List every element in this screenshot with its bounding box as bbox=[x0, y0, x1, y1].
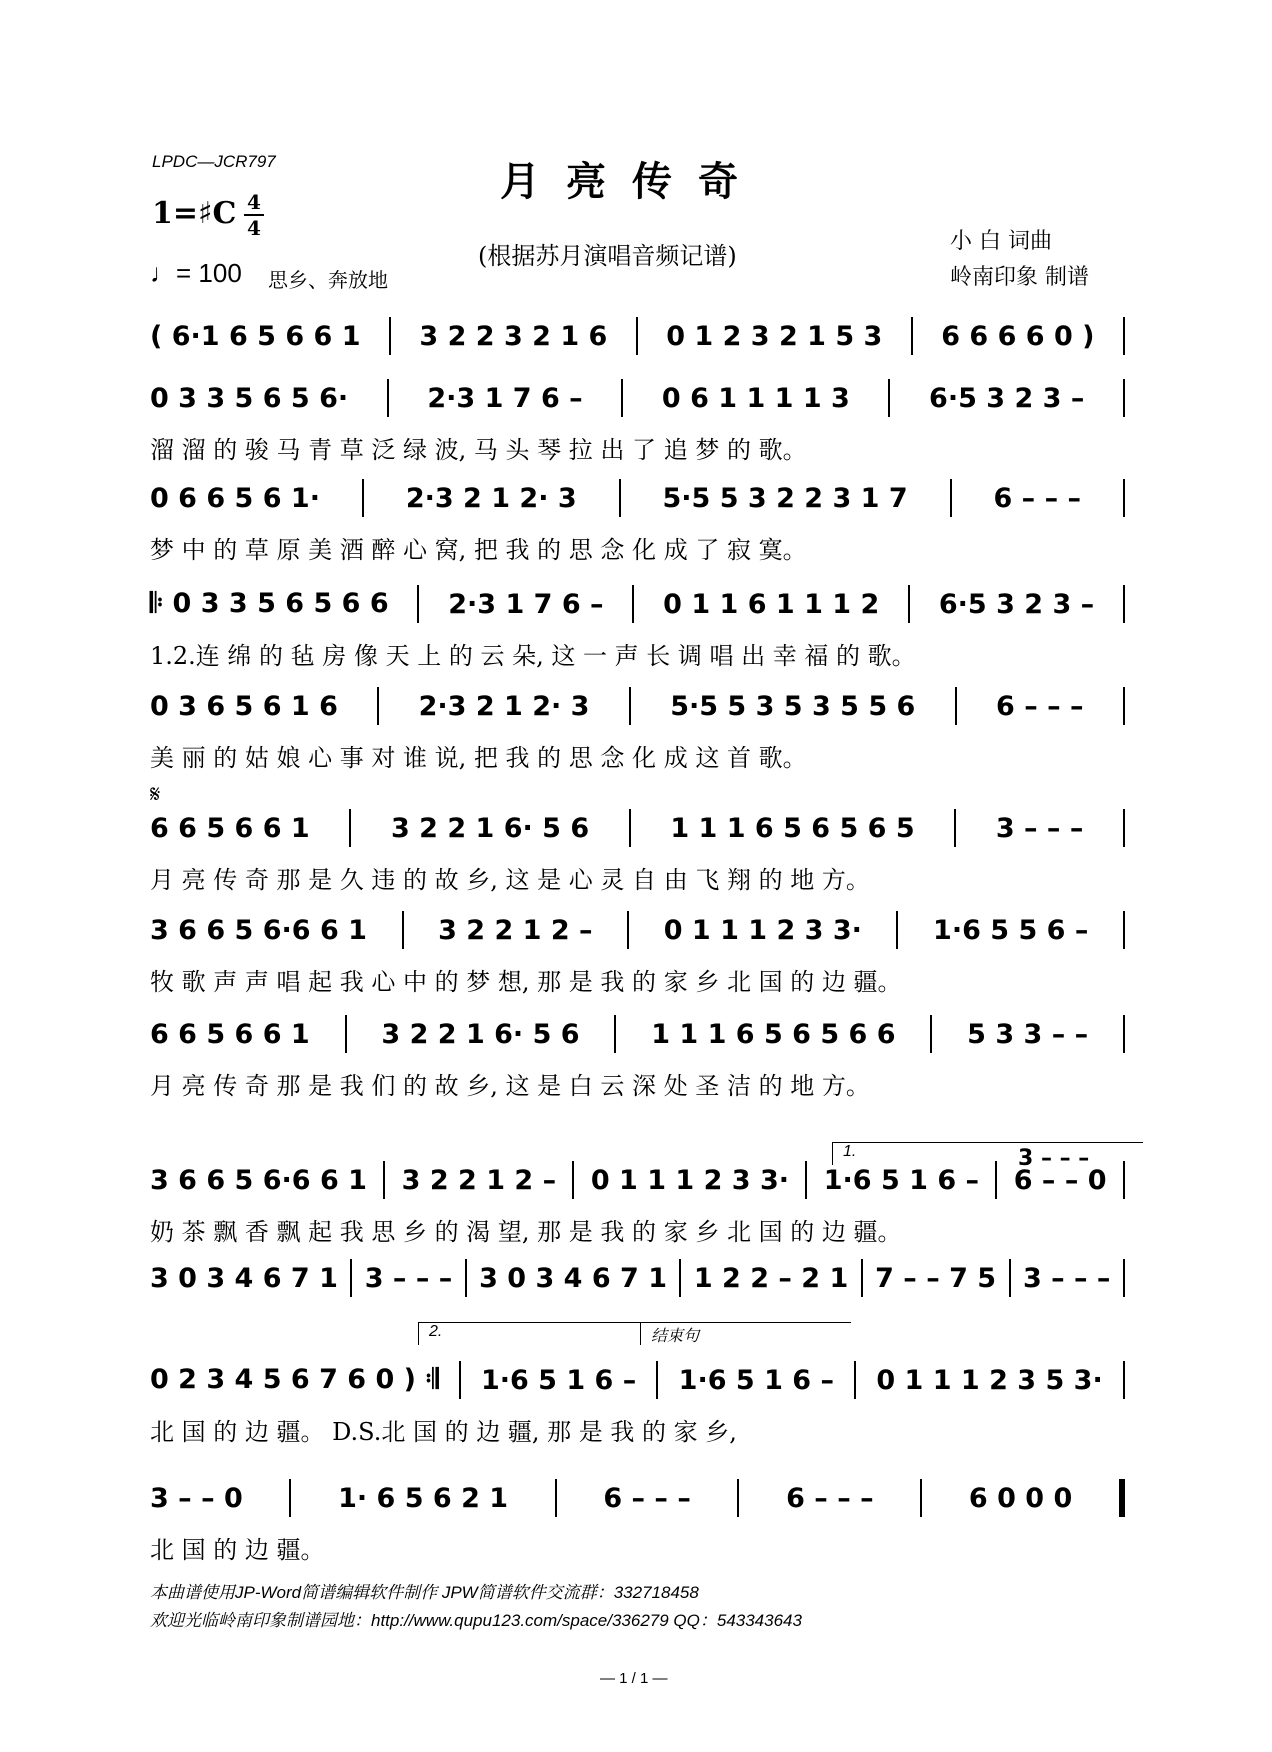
measure: 3 2 2 1 2 – bbox=[401, 1164, 557, 1196]
barline bbox=[854, 1361, 856, 1399]
score-code: LPDC—JCR797 bbox=[152, 152, 276, 171]
measure: 1·6 5 1 6 – bbox=[823, 1164, 980, 1196]
notation-system bbox=[150, 688, 1125, 724]
measure: 3 2 2 1 6· 5 6 bbox=[381, 1018, 580, 1050]
page-title: 月亮传奇 bbox=[500, 158, 764, 205]
barline bbox=[387, 379, 389, 417]
barline bbox=[350, 1259, 352, 1297]
measure: 0 6 1 1 1 1 3 bbox=[661, 382, 850, 414]
notation-system bbox=[150, 318, 1125, 354]
barline bbox=[619, 479, 621, 517]
notation-system bbox=[150, 1260, 1125, 1296]
volta-2 bbox=[418, 1322, 649, 1345]
page-number: — 1 / 1 — bbox=[600, 1670, 668, 1687]
volta-1 bbox=[832, 1142, 1143, 1165]
lyrics-line: 奶 茶 飘 香 飘 起 我 思 乡 的 渴 望, 那 是 我 的 家 乡 北 国 的 边 疆。 bbox=[150, 1218, 902, 1246]
lyrics-line: 牧 歌 声 声 唱 起 我 心 中 的 梦 想, 那 是 我 的 家 乡 北 国 的 边 疆。 bbox=[150, 968, 902, 996]
barline bbox=[636, 317, 638, 355]
measure: 1 1 1 6 5 6 5 6 6 bbox=[651, 1018, 896, 1050]
measure: 6 – – – bbox=[996, 690, 1084, 722]
measure: 3 6 6 5 6·6 6 1 bbox=[150, 914, 367, 946]
measure: 6 – – – bbox=[993, 482, 1081, 514]
lyrics-line: 梦 中 的 草 原 美 酒 醉 心 窝, 把 我 的 思 念 化 成 了 寂 寞。 bbox=[150, 536, 807, 564]
measure: 1 1 1 6 5 6 5 6 5 bbox=[670, 812, 915, 844]
barline bbox=[1123, 585, 1125, 623]
barline bbox=[995, 1161, 997, 1199]
volta-alt-notes: 3 – – – bbox=[1018, 1146, 1090, 1171]
barline bbox=[1123, 1015, 1125, 1053]
lyrics-line: 美 丽 的 姑 娘 心 事 对 谁 说, 把 我 的 思 念 化 成 这 首 歌。 bbox=[150, 744, 807, 772]
barline bbox=[377, 687, 379, 725]
barline bbox=[737, 1479, 739, 1517]
measure: 0 3 3 5 6 5 6· bbox=[150, 382, 349, 414]
barline bbox=[950, 479, 952, 517]
notation-system bbox=[150, 912, 1125, 948]
measure: 5·5 5 3 5 3 5 5 6 bbox=[670, 690, 916, 722]
barline bbox=[1123, 379, 1125, 417]
barline bbox=[629, 809, 631, 847]
volta-1-label: 1. bbox=[843, 1143, 857, 1160]
subtitle: (根据苏月演唱音频记谱) bbox=[478, 242, 737, 270]
measure: 3 0 3 4 6 7 1 bbox=[150, 1262, 338, 1294]
barline bbox=[632, 585, 634, 623]
measure: 6 6 6 6 0 ) bbox=[941, 320, 1095, 352]
measure: 1·6 5 5 6 – bbox=[933, 914, 1089, 946]
barline bbox=[1123, 317, 1125, 355]
measure: 1· 6 5 6 2 1 bbox=[338, 1482, 509, 1514]
notation-system bbox=[150, 480, 1125, 516]
measure: 6 – – – bbox=[603, 1482, 691, 1514]
measure: 2·3 1 7 6 – bbox=[427, 382, 583, 414]
measure: 7 – – 7 5 bbox=[875, 1262, 997, 1294]
notation-system bbox=[150, 810, 1125, 846]
measure: 6 6 5 6 6 1 bbox=[150, 812, 310, 844]
measure: 6 – – 0 bbox=[1013, 1164, 1107, 1196]
barline bbox=[1123, 1361, 1125, 1399]
barline bbox=[621, 379, 623, 417]
measure: 2·3 2 1 2· 3 bbox=[405, 482, 577, 514]
measure: 6 0 0 0 bbox=[968, 1482, 1073, 1514]
measure: 2·3 2 1 2· 3 bbox=[418, 690, 590, 722]
barline bbox=[911, 317, 913, 355]
measure: 3 2 2 3 2 1 6 bbox=[419, 320, 608, 352]
measure: 5 3 3 – – bbox=[967, 1018, 1089, 1050]
barline bbox=[289, 1479, 291, 1517]
barline bbox=[349, 809, 351, 847]
barline bbox=[896, 911, 898, 949]
volta-2-label: 2. bbox=[429, 1323, 443, 1340]
time-signature bbox=[244, 192, 264, 238]
measure: 0 6 6 5 6 1· bbox=[150, 482, 320, 514]
barline bbox=[1009, 1259, 1011, 1297]
tempo-mark: ♩= 100 bbox=[150, 258, 242, 288]
credit-composer: 小 白 词曲 bbox=[950, 229, 1052, 254]
lyrics-line: 月 亮 传 奇 那 是 久 违 的 故 乡, 这 是 心 灵 自 由 飞 翔 的 地 方。 bbox=[150, 866, 870, 894]
barline bbox=[629, 687, 631, 725]
measure: 3 6 6 5 6·6 6 1 bbox=[150, 1164, 367, 1196]
barline bbox=[627, 911, 629, 949]
barline bbox=[362, 479, 364, 517]
measure: 1·6 5 1 6 – bbox=[480, 1364, 637, 1396]
barline bbox=[1123, 1259, 1125, 1297]
barline bbox=[908, 585, 910, 623]
barline bbox=[1119, 1479, 1125, 1517]
notation-system bbox=[150, 1480, 1125, 1516]
barline bbox=[459, 1361, 461, 1399]
barline bbox=[402, 911, 404, 949]
coda-label-text: 结束句 bbox=[651, 1328, 700, 1345]
barline bbox=[1123, 687, 1125, 725]
barline bbox=[417, 585, 419, 623]
barline bbox=[465, 1259, 467, 1297]
lyrics-line: 北 国 的 边 疆。 bbox=[150, 1536, 325, 1564]
barline bbox=[383, 1161, 385, 1199]
segno-sign: 𝄋 bbox=[150, 780, 161, 808]
barline bbox=[861, 1259, 863, 1297]
measure: 3 – – 0 bbox=[150, 1482, 243, 1514]
lyrics-line: 溜 溜 的 骏 马 青 草 泛 绿 波, 马 头 琴 拉 出 了 追 梦 的 歌。 bbox=[150, 436, 807, 464]
measure: 5·5 5 3 2 2 3 1 7 bbox=[662, 482, 908, 514]
measure: 3 – – – bbox=[364, 1262, 453, 1294]
notation-system bbox=[150, 380, 1125, 416]
barline bbox=[656, 1361, 658, 1399]
measure: 3 0 3 4 6 7 1 bbox=[479, 1262, 667, 1294]
measure: 3 2 2 1 6· 5 6 bbox=[390, 812, 590, 844]
barline bbox=[1123, 1161, 1125, 1199]
measure: 6·5 3 2 3 – bbox=[929, 382, 1085, 414]
barline bbox=[345, 1015, 347, 1053]
key-signature: 1=♯C bbox=[152, 196, 237, 231]
notation-system bbox=[150, 1016, 1125, 1052]
barline bbox=[679, 1259, 681, 1297]
barline bbox=[389, 317, 391, 355]
lyrics-line: 月 亮 传 奇 那 是 我 们 的 故 乡, 这 是 白 云 深 处 圣 洁 的 地 方。 bbox=[150, 1072, 870, 1100]
barline bbox=[954, 809, 956, 847]
lyrics-line: 1.2.连 绵 的 毡 房 像 天 上 的 云 朵, 这 一 声 长 调 唱 出 幸 福 的 歌。 bbox=[150, 642, 916, 670]
barline bbox=[930, 1015, 932, 1053]
barline bbox=[1123, 809, 1125, 847]
credit-arranger: 岭南印象 制谱 bbox=[950, 265, 1089, 290]
measure: 1·6 5 1 6 – bbox=[678, 1364, 834, 1396]
barline bbox=[888, 379, 890, 417]
measure: 0 1 1 1 2 3 3· bbox=[590, 1164, 789, 1196]
barline bbox=[920, 1479, 922, 1517]
barline bbox=[555, 1479, 557, 1517]
measure: 1 2 2 – 2 1 bbox=[693, 1262, 849, 1294]
measure: 6·5 3 2 3 – bbox=[938, 588, 1095, 620]
barline bbox=[572, 1161, 574, 1199]
footer-software-note: 本曲谱使用JP-Word简谱编辑软件制作 JPW简谱软件交流群：332718458 bbox=[150, 1583, 699, 1602]
expression-mark: 思乡、奔放地 bbox=[268, 268, 388, 292]
footer-website-note: 欢迎光临岭南印象制谱园地：http://www.qupu123.com/space/336279 QQ：543343643 bbox=[150, 1611, 802, 1630]
measure: 6 – – – bbox=[786, 1482, 874, 1514]
notation-system bbox=[150, 1162, 1125, 1198]
meter-bottom: 4 bbox=[247, 216, 261, 240]
meter-top: 4 bbox=[247, 190, 261, 214]
notation-system bbox=[150, 1362, 1125, 1398]
measure: 𝄆 0 3 3 5 6 5 6 6 bbox=[150, 588, 389, 619]
measure: 0 1 1 1 2 3 3· bbox=[663, 914, 862, 946]
barline bbox=[1123, 911, 1125, 949]
lyrics-line: 北 国 的 边 疆。 D.S.北 国 的 边 疆, 那 是 我 的 家 乡, bbox=[150, 1418, 737, 1446]
measure: 0 1 1 1 2 3 5 3· bbox=[876, 1364, 1103, 1396]
measure: 2·3 1 7 6 – bbox=[448, 588, 604, 620]
measure: 0 3 6 5 6 1 6 bbox=[150, 690, 338, 722]
measure: 0 1 2 3 2 1 5 3 bbox=[666, 320, 883, 352]
measure: 3 – – – bbox=[1022, 1262, 1111, 1294]
measure: 6 6 5 6 6 1 bbox=[150, 1018, 310, 1050]
measure: 0 1 1 6 1 1 1 2 bbox=[663, 588, 880, 620]
measure: 3 2 2 1 2 – bbox=[438, 914, 593, 946]
barline bbox=[955, 687, 957, 725]
barline bbox=[614, 1015, 616, 1053]
notation-system bbox=[150, 586, 1125, 622]
measure: 0 2 3 4 5 6 7 6 0 ) 𝄇 bbox=[150, 1364, 439, 1395]
measure: ( 6·1 6 5 6 6 1 bbox=[150, 320, 361, 352]
measure: 3 – – – bbox=[995, 812, 1084, 844]
coda-label bbox=[640, 1322, 851, 1345]
barline bbox=[1123, 479, 1125, 517]
barline bbox=[805, 1161, 807, 1199]
